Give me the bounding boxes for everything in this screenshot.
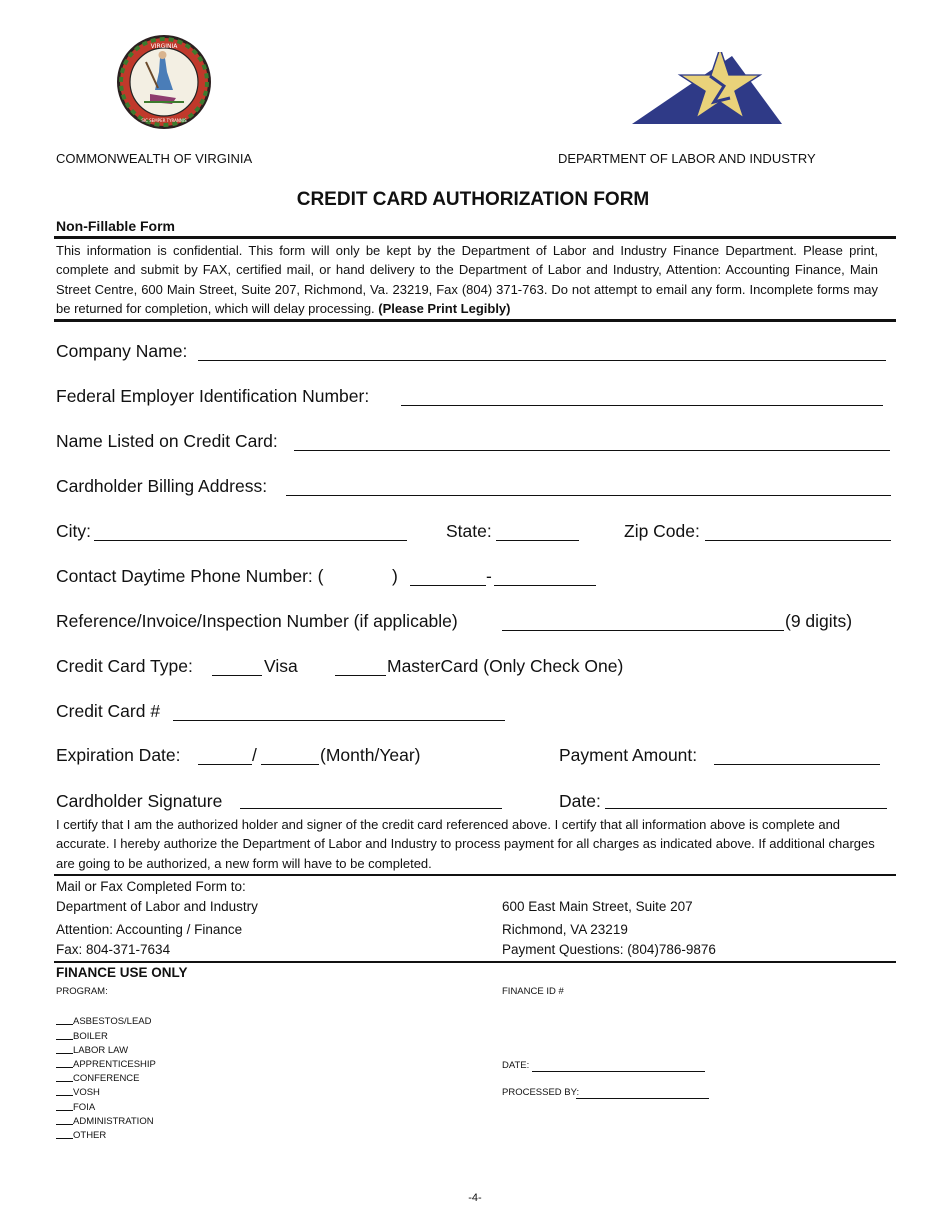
signature-label: Cardholder Signature (56, 791, 223, 811)
phone-dash: - (486, 566, 492, 586)
virginia-seal (116, 34, 212, 130)
state-label: State: (446, 521, 492, 541)
org-commonwealth: COMMONWEALTH OF VIRGINIA (56, 151, 253, 166)
program-item: CONFERENCE (56, 1073, 140, 1084)
company-name-label: Company Name: (56, 341, 188, 361)
program-item: APPRENTICESHIP (56, 1059, 156, 1070)
name-on-card-line (294, 450, 890, 451)
mastercard-check-line (335, 675, 386, 676)
mail-department: Department of Labor and Industry (56, 899, 258, 914)
mail-fax: Fax: 804-371-7634 (56, 942, 171, 957)
processed-by-label: PROCESSED BY: (502, 1087, 580, 1098)
company-name-line (198, 360, 886, 361)
form-title: CREDIT CARD AUTHORIZATION FORM (296, 189, 650, 210)
zip-line (705, 540, 891, 541)
state-line (496, 540, 579, 541)
exp-suffix: (Month/Year) (320, 745, 421, 765)
reference-suffix: (9 digits) (785, 611, 853, 631)
phone-label: Contact Daytime Phone Number: ( (56, 566, 324, 586)
svg-text:SIC SEMPER TYRANNIS: SIC SEMPER TYRANNIS (141, 118, 187, 123)
mail-instruction: Mail or Fax Completed Form to: (56, 879, 246, 894)
name-on-card-label: Name Listed on Credit Card: (56, 431, 278, 451)
phone-area-line (410, 585, 486, 586)
city-line (94, 540, 407, 541)
date-label: Date: (559, 791, 601, 811)
visa-label: Visa (264, 656, 298, 676)
mail-attention: Attention: Accounting / Finance (56, 922, 243, 937)
exp-month-line (198, 764, 252, 765)
mail-street: 600 East Main Street, Suite 207 (502, 899, 693, 914)
divider (54, 319, 896, 322)
date-line (605, 808, 887, 809)
zip-label: Zip Code: (624, 521, 700, 541)
program-label: PROGRAM: (56, 986, 108, 997)
payment-questions: Payment Questions: (804)786-9876 (502, 942, 716, 957)
finance-date-line (532, 1071, 705, 1072)
program-item: VOSH (56, 1087, 100, 1098)
program-item: LABOR LAW (56, 1045, 128, 1056)
certify-paragraph: I certify that I am the authorized holder and signer of the credit card referenced above. I certify that all information above is complete and accurate. I hereby authorize the Department of Labor and Industry to process payment for all charges as indicated above. If additional charges are going to be authorized, a new form will have to be completed. (56, 817, 875, 871)
page-number: -4- (468, 1192, 482, 1204)
finance-id-label: FINANCE ID # (502, 986, 564, 997)
fein-line (401, 405, 883, 406)
program-item: ASBESTOS/LEAD (56, 1016, 152, 1027)
mail-city: Richmond, VA 23219 (502, 922, 628, 937)
card-type-label: Credit Card Type: (56, 656, 193, 676)
processed-by-line (576, 1098, 709, 1099)
svg-text:VIRGINIA: VIRGINIA (150, 43, 178, 50)
program-item: FOIA (56, 1102, 95, 1113)
mastercard-label: MasterCard (Only Check One) (387, 656, 624, 676)
payment-amount-line (714, 764, 880, 765)
org-department: DEPARTMENT OF LABOR AND INDUSTRY (558, 151, 816, 166)
billing-address-line (286, 495, 891, 496)
phone-number-line (494, 585, 596, 586)
fein-label: Federal Employer Identification Number: (56, 386, 370, 406)
intro-paragraph: This information is confidential. This form will only be kept by the Department of Labor and Industry Finance Department. Please print, complete and submit by FAX, certified mail, or hand delivery to the Department of Labor and Industry, Attention: Accounting Finance, Main Street Centre, 600 Main Street, Suite 207, Richmond, Va. 23219, Fax (804) 371-763. Do not attempt to email any form. Incomplete forms may be returned for completion, which will delay processing. (Please Print Legibly) (56, 243, 878, 316)
dli-star-logo (632, 52, 782, 126)
program-item: ADMINISTRATION (56, 1116, 154, 1127)
program-item: BOILER (56, 1031, 108, 1042)
program-item: OTHER (56, 1130, 106, 1141)
payment-amount-label: Payment Amount: (559, 745, 698, 765)
expiration-label: Expiration Date: (56, 745, 181, 765)
finance-date-label: DATE: (502, 1060, 530, 1071)
visa-check-line (212, 675, 262, 676)
form-subtitle: Non-Fillable Form (56, 218, 175, 234)
print-legibly-note: (Please Print Legibly) (378, 300, 511, 316)
reference-line (502, 630, 784, 631)
billing-address-label: Cardholder Billing Address: (56, 476, 268, 496)
city-label: City: (56, 521, 91, 541)
exp-slash: / (252, 745, 257, 765)
card-number-line (173, 720, 505, 721)
divider (54, 874, 896, 876)
divider (54, 961, 896, 963)
card-number-label: Credit Card # (56, 701, 161, 721)
signature-line (240, 808, 502, 809)
divider (54, 236, 896, 239)
finance-use-title: FINANCE USE ONLY (56, 965, 188, 980)
exp-year-line (261, 764, 319, 765)
reference-label: Reference/Invoice/Inspection Number (if applicable) (56, 611, 458, 631)
phone-paren: ) (392, 566, 398, 586)
